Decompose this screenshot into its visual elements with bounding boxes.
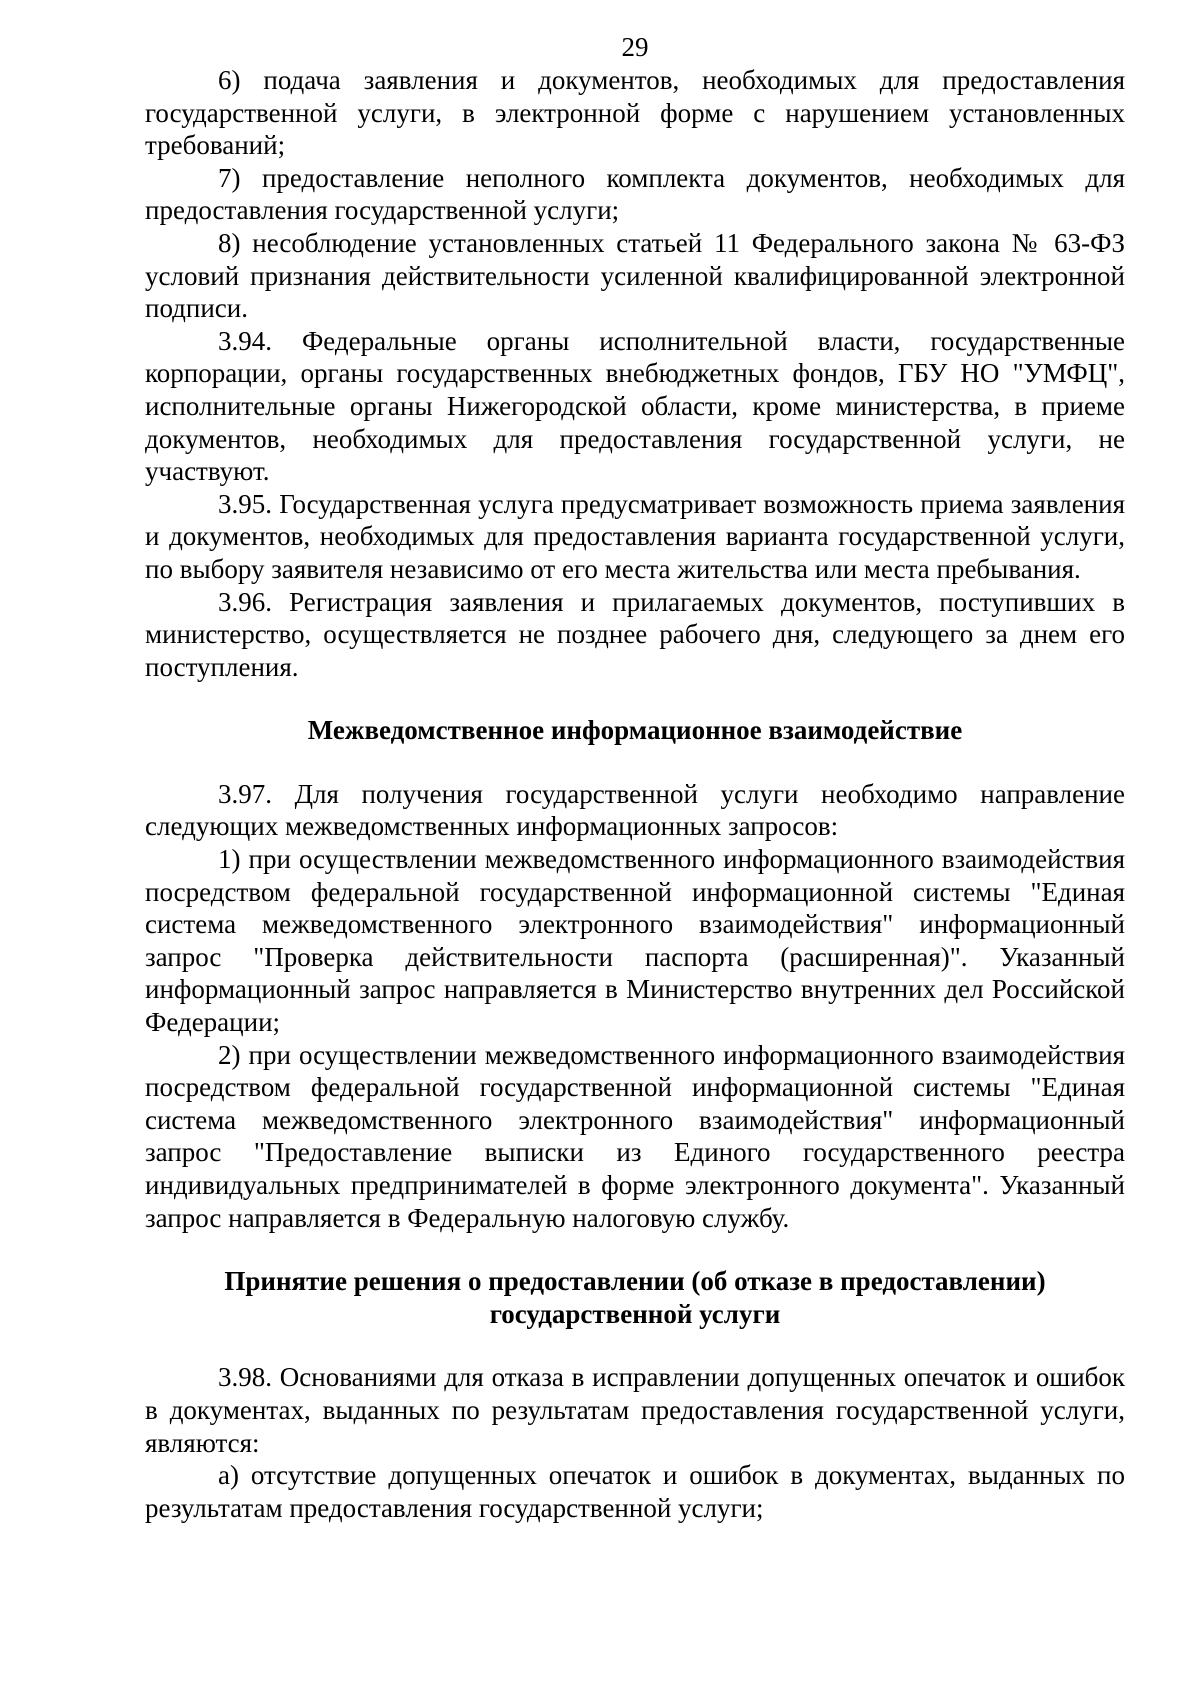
- paragraph-3-95: 3.95. Государственная услуга предусматривает возможность приема заявления и документов, необходимых для предоставления варианта государственной услуги, по выбору заявителя независимо от его места жительства или места пребывания.: [145, 488, 1125, 584]
- paragraph-3-94: 3.94. Федеральные органы исполнительной власти, государственные корпорации, органы государственных внебюджетных фондов, ГБУ НО "УМФЦ", исполнительные органы Нижегородской области, кроме министерства, в приеме документов, необходимых для предоставления государственной услуги, не участвуют.: [145, 325, 1125, 487]
- section-heading-interagency: Межведомственное информационное взаимодействие: [307, 715, 963, 746]
- paragraph-3-98: 3.98. Основаниями для отказа в исправлении допущенных опечаток и ошибок в документах, выданных по результатам предоставления государственной услуги, являются:: [145, 1362, 1125, 1458]
- section-heading-decision: [145, 1265, 1125, 1330]
- paragraph-item-7: 7) предоставление неполного комплекта документов, необходимых для предоставления государственной услуги;: [145, 162, 1125, 226]
- paragraph-3-96: 3.96. Регистрация заявления и прилагаемых документов, поступивших в министерство, осуществляется не позднее рабочего дня, следующего за днем его поступления.: [145, 586, 1125, 682]
- section-heading-decision-line-2: государственной услуги: [489, 1298, 781, 1329]
- paragraph-item-8: 8) несоблюдение установленных статьей 11 Федерального закона № 63-ФЗ условий признания действительности усиленной квалифицированной электронной подписи.: [145, 227, 1125, 324]
- paragraph-item-6: 6) подача заявления и документов, необходимых для предоставления государственной услуги, в электронной форме с нарушением установленных требований;: [145, 65, 1125, 161]
- document-page: [145, 30, 1125, 1524]
- paragraph-3-97: 3.97. Для получения государственной услуги необходимо направление следующих межведомственных информационных запросов:: [145, 778, 1125, 842]
- paragraph-3-98-item-a: а) отсутствие допущенных опечаток и ошибок в документах, выданных по результатам предоставления государственной услуги;: [145, 1460, 1125, 1523]
- page-number: 29: [621, 32, 649, 62]
- paragraph-3-97-item-1: 1) при осуществлении межведомственного информационного взаимодействия посредством федеральной государственной информационной системы "Единая система межведомственного электронного взаимодействия" информационный запрос "Проверка действительности паспорта (расширенная)". Указанный информационный запрос направляется в Министерство внутренних дел Российской Федерации;: [145, 844, 1125, 1038]
- section-heading-decision-line-1: Принятие решения о предоставлении (об отказе в предоставлении): [224, 1266, 1046, 1297]
- paragraph-3-97-item-2: 2) при осуществлении межведомственного информационного взаимодействия посредством федеральной государственной информационной системы "Единая система межведомственного электронного взаимодействия" информационный запрос "Предоставление выписки из Единого государственного реестра индивидуальных предпринимателей в форме электронного документа". Указанный запрос направляется в Федеральную налоговую службу.: [145, 1039, 1125, 1233]
